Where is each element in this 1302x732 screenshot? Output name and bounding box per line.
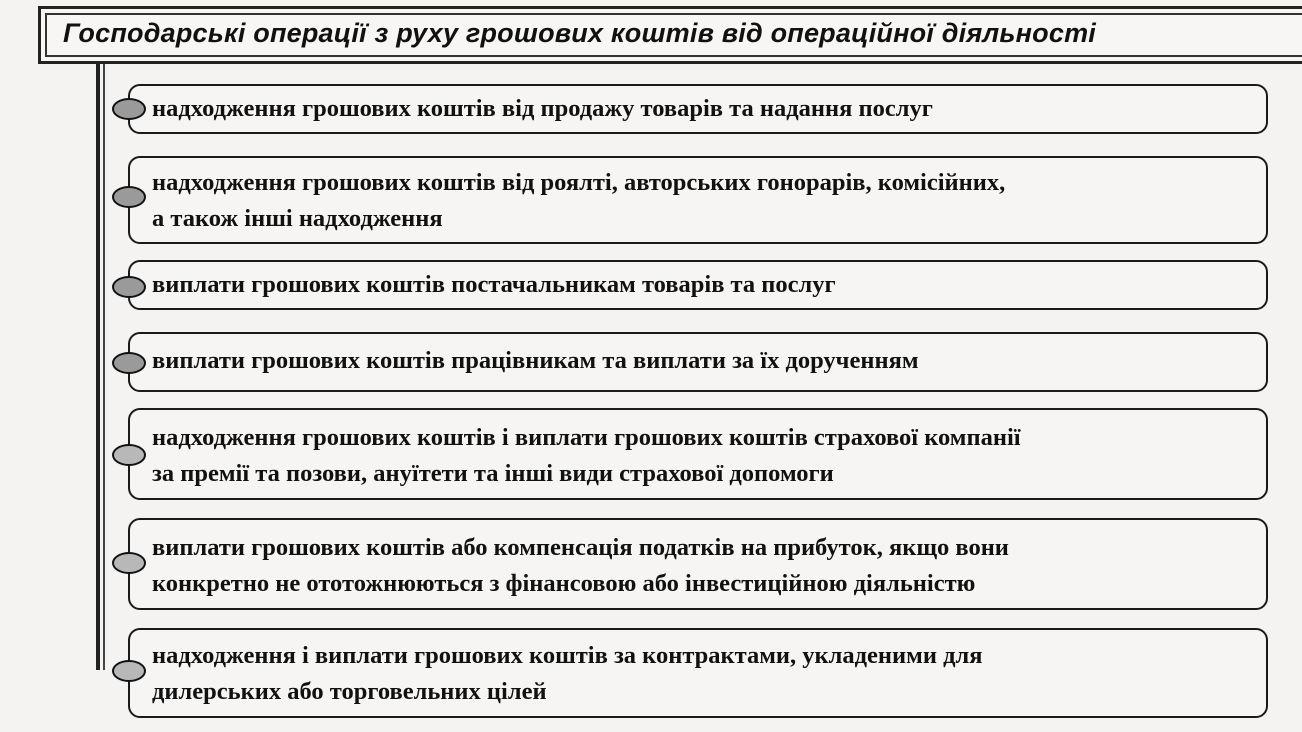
- bullet-2: [112, 186, 146, 208]
- bullet-3: [112, 276, 146, 298]
- operation-text-5: надходження грошових коштів і виплати грошових коштів страхової компанії за премії та позови, ануїтети та інші види страхової допомоги: [152, 424, 1021, 487]
- operation-box-1: [128, 84, 1268, 134]
- operation-box-7: [128, 628, 1268, 718]
- operation-text-7: надходження і виплати грошових коштів за контрактами, укладеними для дилерських або торговельних цілей: [152, 642, 983, 705]
- operation-text-4: виплати грошових коштів працівникам та виплати за їх дорученням: [152, 347, 919, 374]
- operation-text-2: надходження грошових коштів від роялті, авторських гонорарів, комісійних, а також інші надходження: [152, 169, 1006, 232]
- diagram-title: Господарські операції з руху грошових коштів від операційної діяльності: [63, 18, 1096, 48]
- operation-box-3: [128, 260, 1268, 310]
- operation-box-2: [128, 156, 1268, 244]
- operation-box-4: [128, 332, 1268, 392]
- operation-text-6: виплати грошових коштів або компенсація податків на прибуток, якщо вони конкретно не ототожнюються з фінансовою або інвестиційною діяльністю: [152, 534, 1009, 597]
- bullet-4: [112, 352, 146, 374]
- operation-text-3: виплати грошових коштів постачальникам товарів та послуг: [152, 271, 836, 298]
- title-box: [38, 6, 1302, 64]
- connector-spine: [96, 64, 100, 670]
- bullet-5: [112, 444, 146, 466]
- bullet-1: [112, 98, 146, 120]
- operation-box-5: [128, 408, 1268, 500]
- connector-spine-inner: [103, 64, 105, 670]
- operation-text-1: надходження грошових коштів від продажу товарів та надання послуг: [152, 95, 933, 122]
- bullet-6: [112, 552, 146, 574]
- bullet-7: [112, 660, 146, 682]
- operation-box-6: [128, 518, 1268, 610]
